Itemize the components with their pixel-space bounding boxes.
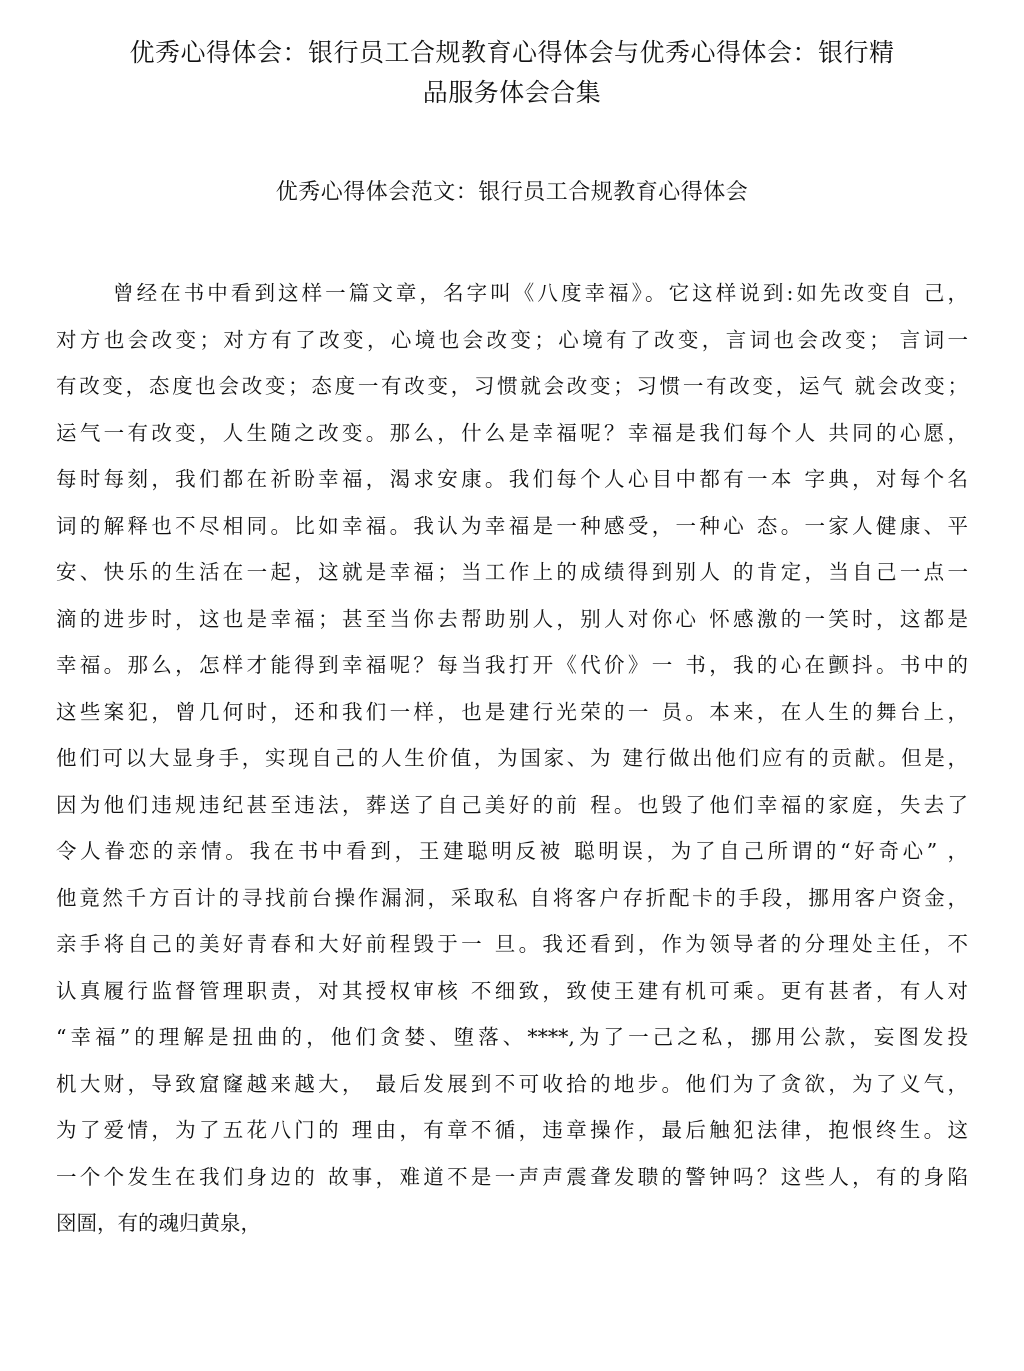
- document-title: [50, 33, 974, 113]
- document-title-line: 品服务体会合集: [422, 78, 602, 107]
- body-line: 曾经在书中看到这样一篇文章，名字叫《八度幸福》。它这样说到:如先改变自 己，: [113, 281, 968, 305]
- body-line: 幸福。那么，怎样才能得到幸福呢？每当我打开《代价》一 书，我的心在颤抖。书中的: [56, 653, 968, 677]
- body-line: 因为他们违规违纪甚至违法，葬送了自己美好的前 程。也毁了他们幸福的家庭，失去了: [56, 792, 968, 817]
- body-line: 滴的进步时，这也是幸福；甚至当你去帮助别人，别人对你心 怀感激的一笑时，这都是: [56, 606, 968, 631]
- body-line: 他们可以大显身手，实现自己的人生价值，为国家、为 建行做出他们应有的贡献。但是，: [56, 746, 968, 770]
- body-line: 每时每刻，我们都在祈盼幸福，渴求安康。我们每个人心目中都有一本 字典，对每个名: [56, 467, 968, 491]
- body-line: 他竟然千方百计的寻找前台操作漏洞，采取私 自将客户存折配卡的手段，挪用客户资金，: [56, 885, 968, 910]
- body-line: 运气一有改变，人生随之改变。那么，什么是幸福呢？幸福是我们每个人 共同的心愿，: [56, 420, 968, 445]
- body-line: “幸福”的理解是扭曲的，他们贪婪、堕落、****,为了一己之私，挪用公款，妄图发投: [56, 1025, 968, 1049]
- body-line: 对方也会改变；对方有了改变，心境也会改变；心境有了改变，言词也会改变； 言词一: [56, 327, 968, 352]
- body-line: 安、快乐的生活在一起，这就是幸福；当工作上的成绩得到别人 的肯定，当自己一点一: [56, 560, 968, 584]
- body-line: 有改变，态度也会改变；态度一有改变，习惯就会改变；习惯一有改变，运气 就会改变；: [56, 374, 968, 398]
- body-line: 囹圄，有的魂归黄泉，: [56, 1211, 261, 1235]
- body-line: 机大财，导致窟窿越来越大， 最后发展到不可收拾的地步。他们为了贪欲，为了义气，: [56, 1071, 968, 1096]
- body-line: 认真履行监督管理职责，对其授权审核 不细致，致使王建有机可乘。更有甚者，有人对: [56, 978, 968, 1003]
- body-line: 为了爱情，为了五花八门的 理由，有章不循，违章操作，最后触犯法律，抱恨终生。这: [56, 1118, 968, 1142]
- document-title-line: 优秀心得体会：银行员工合规教育心得体会与优秀心得体会：银行精: [129, 38, 895, 67]
- body-text: [56, 274, 968, 1251]
- body-line: 一个个发生在我们身边的 故事，难道不是一声声震聋发聩的警钟吗？这些人，有的身陷: [56, 1164, 968, 1189]
- body-line: 这些案犯，曾几何时，还和我们一样，也是建行光荣的一 员。本来，在人生的舞台上，: [56, 699, 968, 724]
- body-line: 词的解释也不尽相同。比如幸福。我认为幸福是一种感受，一种心 态。一家人健康、平: [56, 513, 968, 538]
- body-line: 亲手将自己的美好青春和大好前程毁于一 旦。我还看到，作为领导者的分理处主任，不: [56, 932, 968, 956]
- body-line: 令人眷恋的亲情。我在书中看到，王建聪明反被 聪明误，为了自己所谓的“好奇心” ，: [56, 839, 968, 863]
- section-title: 优秀心得体会范文：银行员工合规教育心得体会: [275, 180, 749, 205]
